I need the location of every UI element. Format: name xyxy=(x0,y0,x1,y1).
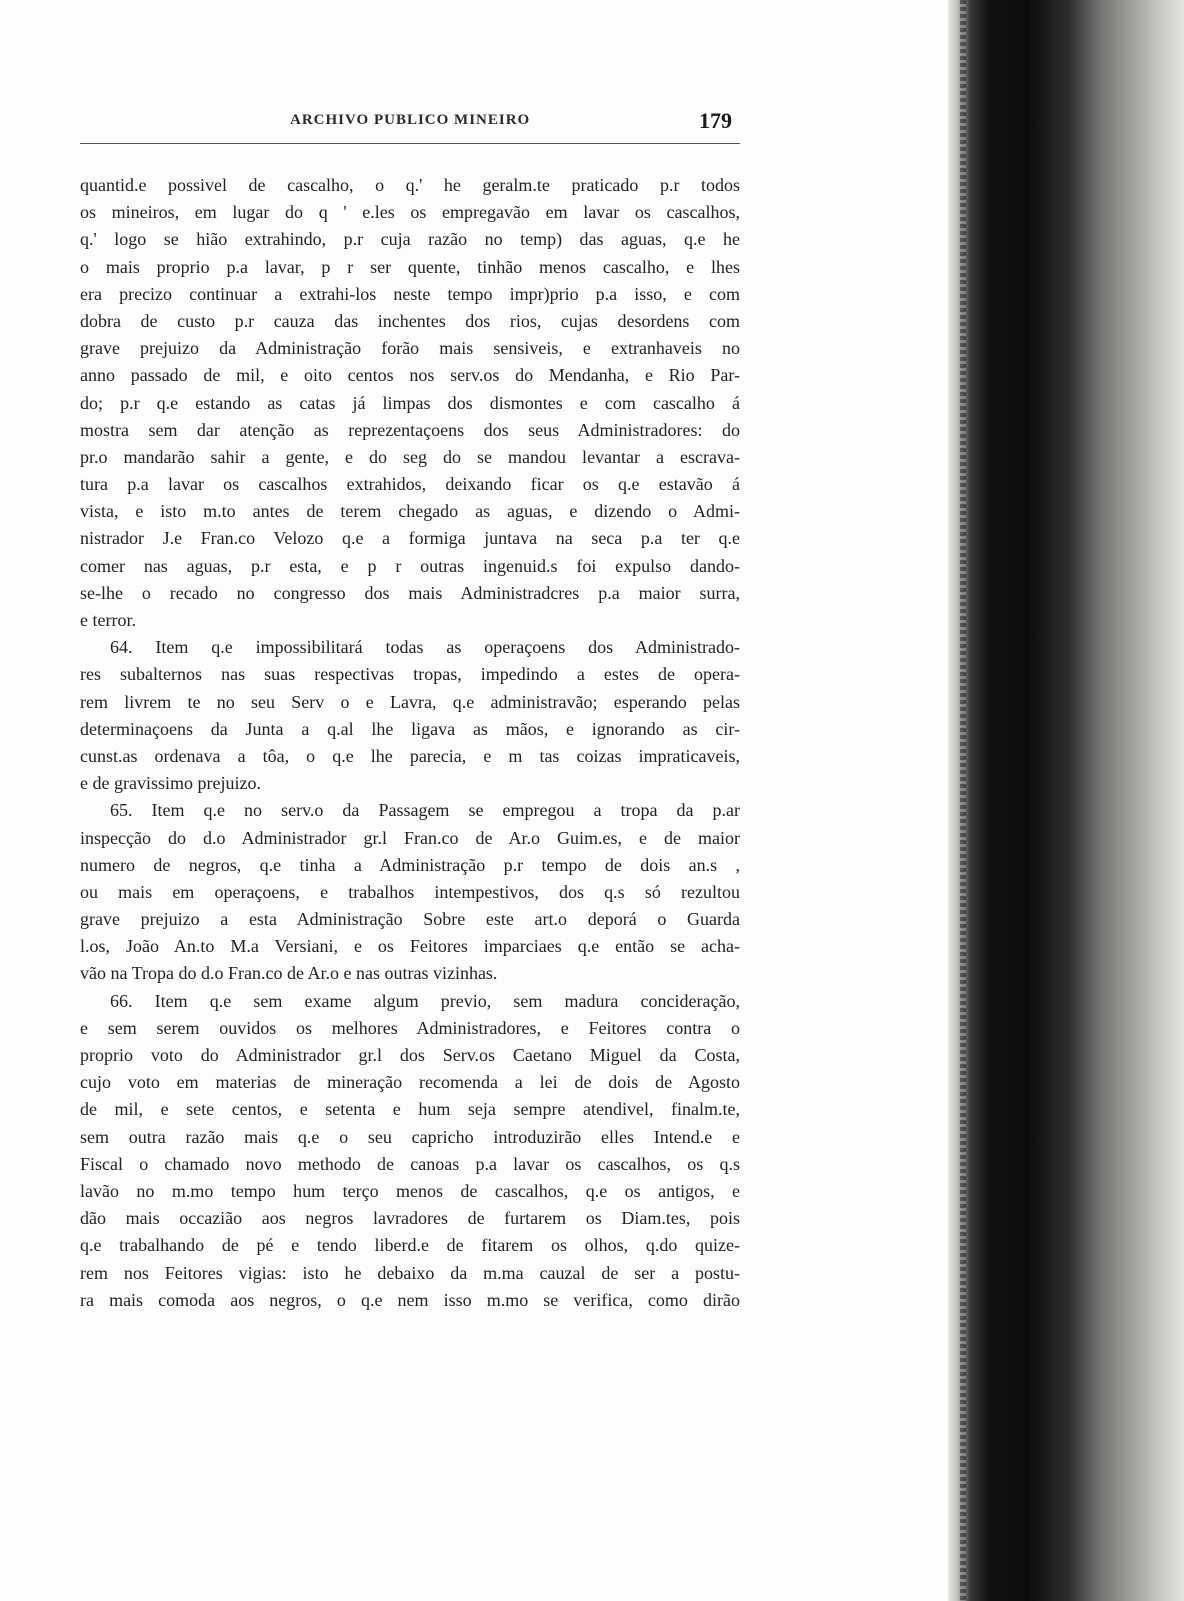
text-line: os mineiros, em lugar do q ' e.les os empregavão em lavar os cascalhos, xyxy=(80,202,740,223)
text-line: res subalternos nas suas respectivas tropas, impedindo a estes de opera- xyxy=(80,664,740,685)
text-line: lavão no m.mo tempo hum terço menos de cascalhos, q.e os antigos, e xyxy=(80,1180,740,1201)
text-line: numero de negros, q.e tinha a Administração p.r tempo de dois an.s , xyxy=(80,854,740,875)
text-line: nistrador J.e Fran.co Velozo q.e a formiga juntava na seca p.a ter q.e xyxy=(80,528,740,549)
text-line: mostra sem dar atenção as reprezentaçoens dos seus Administradores: do xyxy=(80,419,740,440)
binding-edge-texture xyxy=(960,0,966,1601)
text-line: q.e trabalhando de pé e tendo liberd.e de fitarem os olhos, q.do quize- xyxy=(80,1235,740,1256)
page-header xyxy=(80,108,740,148)
paragraph-65-start: 65. Item q.e no serv.o da Passagem se empregou a tropa da p.ar xyxy=(110,800,740,821)
paragraph-66-start: 66. Item q.e sem exame algum previo, sem madura concideração, xyxy=(110,990,740,1011)
running-head: ARCHIVO PUBLICO MINEIRO xyxy=(290,112,531,128)
header-rule xyxy=(80,143,740,144)
text-line: o mais proprio p.a lavar, p r ser quente, tinhão menos cascalho, e lhes xyxy=(80,256,740,277)
text-line: determinaçoens da Junta a q.al lhe ligava as mãos, e ignorando as cir- xyxy=(80,718,740,739)
text-line: tura p.a lavar os cascalhos extrahidos, deixando ficar os q.e estavão á xyxy=(80,474,740,495)
text-line: inspecção do d.o Administrador gr.l Fran.co de Ar.o Guim.es, e de maior xyxy=(80,827,740,848)
text-line: grave prejuizo da Administração forão mais sensiveis, e extranhaveis no xyxy=(80,338,740,359)
text-line: comer nas aguas, p.r esta, e p r outras ingenuid.s foi expulso dando- xyxy=(80,555,740,576)
text-line: rem livrem te no seu Serv o e Lavra, q.e administravão; esperando pelas xyxy=(80,691,740,712)
text-line: vão na Tropa do d.o Fran.co de Ar.o e nas outras vizinhas. xyxy=(80,963,498,984)
text-line: anno passado de mil, e oito centos nos serv.os do Mendanha, e Rio Par- xyxy=(80,365,740,386)
text-line: q.' logo se hião extrahindo, p.r cuja razão no temp) das aguas, q.e he xyxy=(80,229,740,250)
text-line: l.os, João An.to M.a Versiani, e os Feitores imparciaes q.e então se acha- xyxy=(80,936,740,957)
text-line: cujo voto em materias de mineração recomenda a lei de dois de Agosto xyxy=(80,1072,740,1093)
text-line: de mil, e sete centos, e setenta e hum seja sempre atendivel, finalm.te, xyxy=(80,1099,740,1120)
text-line: pr.o mandarão sahir a gente, e do seg do se mandou levantar a escrava- xyxy=(80,446,740,467)
book-binding-shadow xyxy=(948,0,1184,1601)
text-line: se-lhe o recado no congresso dos mais Administradcres p.a maior surra, xyxy=(80,582,740,603)
paragraph-64-start: 64. Item q.e impossibilitará todas as operaçoens dos Administrado- xyxy=(110,637,740,658)
text-line: e de gravissimo prejuizo. xyxy=(80,773,261,794)
text-line: rem nos Feitores vigias: isto he debaixo da m.ma cauzal de ser a postu- xyxy=(80,1262,740,1283)
page-number: 179 xyxy=(699,108,732,133)
text-line: e sem serem ouvidos os melhores Administradores, e Feitores contra o xyxy=(80,1017,740,1038)
text-line: proprio voto do Administrador gr.l dos Serv.os Caetano Miguel da Costa, xyxy=(80,1045,740,1065)
text-line: cunst.as ordenava a tôa, o q.e lhe parecia, e m tas coizas impraticaveis, xyxy=(80,745,740,766)
body-text xyxy=(80,172,740,1314)
text-line: e terror. xyxy=(80,610,136,630)
text-line: quantid.e possivel de cascalho, o q.' he geralm.te praticado p.r todos xyxy=(80,175,740,195)
text-line: dobra de custo p.r cauza das inchentes dos rios, cujas desordens com xyxy=(80,310,740,331)
text-line: grave prejuizo a esta Administração Sobre este art.o deporá o Guarda xyxy=(80,909,740,930)
text-line: era precizo continuar a extrahi-los neste tempo impr)prio p.a isso, e com xyxy=(80,283,740,304)
text-line: sem outra razão mais q.e o seu capricho introduzirão elles Intend.e e xyxy=(80,1126,740,1147)
text-line: ou mais em operaçoens, e trabalhos intempestivos, dos q.s só rezultou xyxy=(80,881,740,902)
text-line: do; p.r q.e estando as catas já limpas dos dismontes e com cascalho á xyxy=(80,392,740,413)
text-line: vista, e isto m.to antes de terem chegado as aguas, e dizendo o Admi- xyxy=(80,501,740,522)
text-line: ra mais comoda aos negros, o q.e nem isso m.mo se verifica, como dirão xyxy=(80,1289,740,1310)
text-line: Fiscal o chamado novo methodo de canoas p.a lavar os cascalhos, os q.s xyxy=(80,1153,740,1174)
text-line: dão mais occazião aos negros lavradores de furtarem os Diam.tes, pois xyxy=(80,1208,740,1229)
